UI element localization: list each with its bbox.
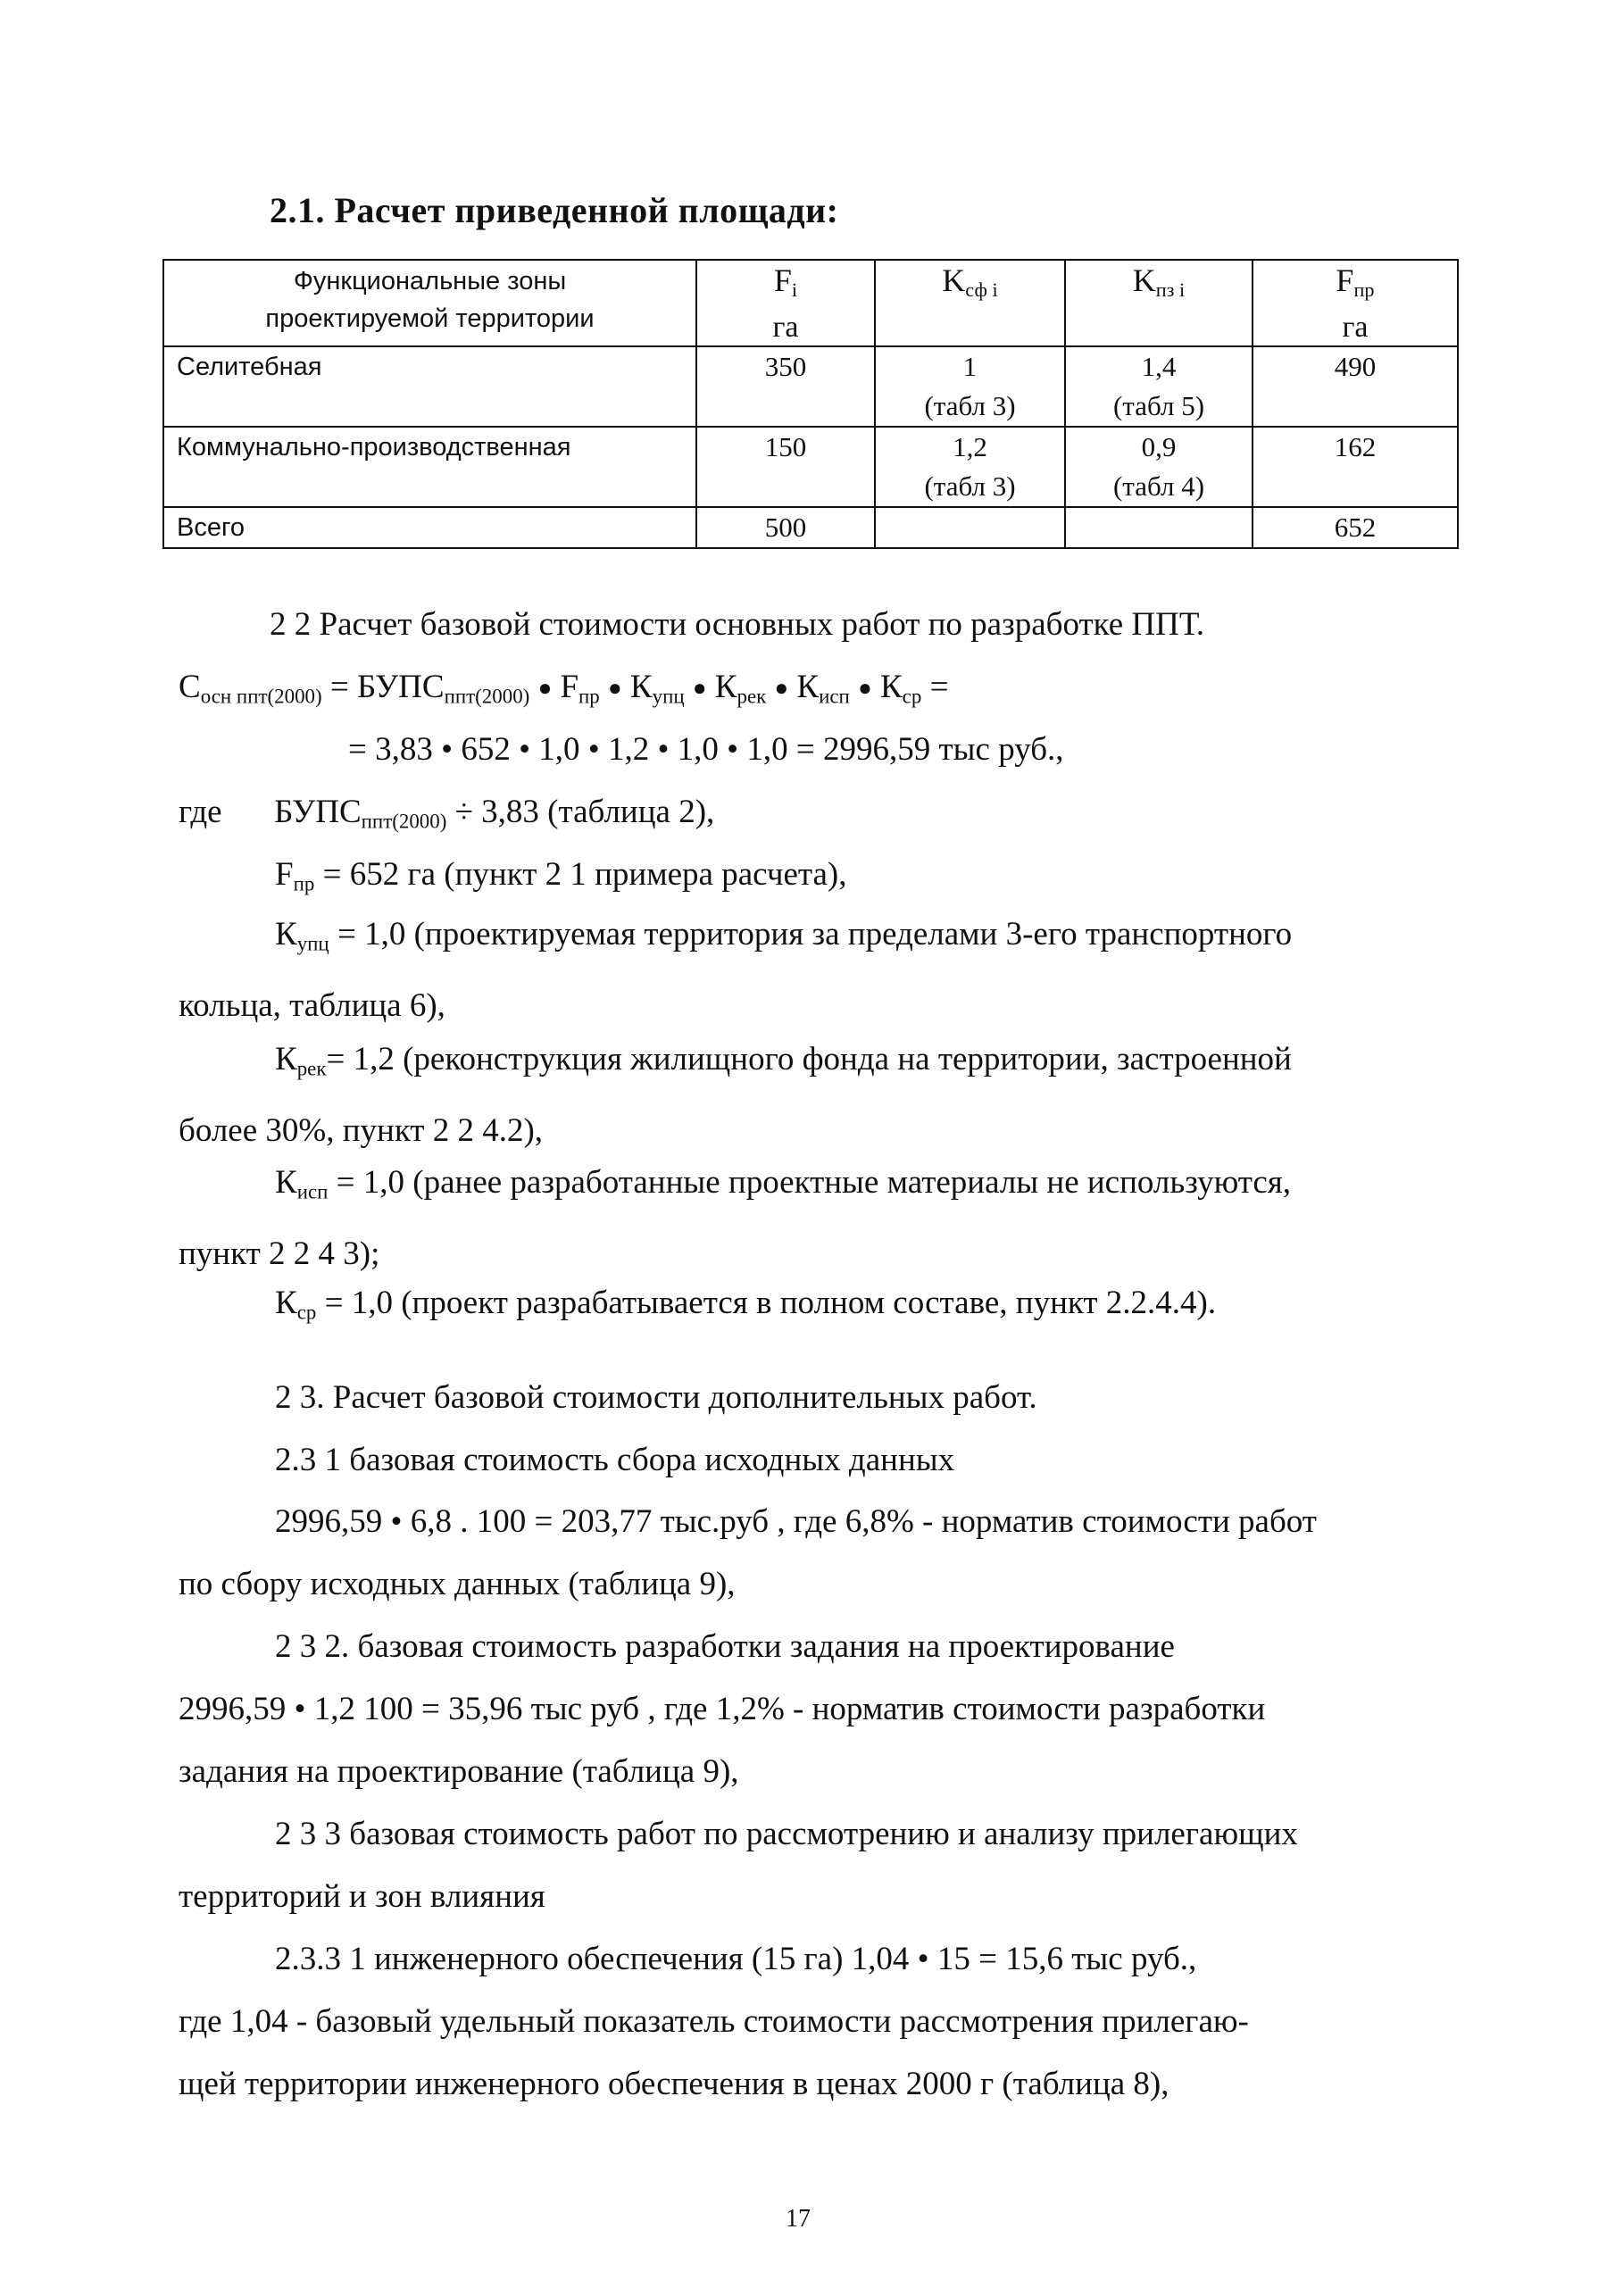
formula-tail: = bbox=[921, 669, 949, 705]
formula-k4: К bbox=[879, 669, 903, 705]
area-fpr: 162 bbox=[1253, 427, 1458, 507]
formula-c: С bbox=[179, 669, 201, 705]
formula-bups: = БУПС bbox=[321, 669, 445, 705]
krek-paragraph bbox=[179, 1028, 1444, 1162]
p2331-line2: где 1,04 - базовый удельный показатель стоимости рассмотрения прилегаю- bbox=[179, 2003, 1249, 2040]
p232-line2: 2996,59 • 1,2 100 = 35,96 тыс руб , где 1,2% - норматив стоимости разработки bbox=[179, 1691, 1266, 1727]
header-fi-sub: i bbox=[791, 279, 798, 302]
p231-paragraph bbox=[179, 1491, 1444, 1616]
fpr-text: = 652 га (пункт 2 1 примера расчета), bbox=[314, 856, 847, 893]
page-number: 17 bbox=[786, 2205, 811, 2233]
krek-line1 bbox=[179, 1028, 1444, 1100]
coef-kpz bbox=[1065, 346, 1253, 427]
p233-line1: 2 3 3 базовая стоимость работ по рассмотрению и анализу прилегающих bbox=[275, 1816, 1298, 1852]
table-total-row bbox=[163, 507, 1458, 548]
p233-line2: территорий и зон влияния bbox=[179, 1878, 545, 1915]
fpr-symbol: F bbox=[275, 856, 294, 893]
header-ksf-sub: сф i bbox=[965, 279, 998, 302]
area-fi: 350 bbox=[696, 346, 875, 427]
coef-ksf bbox=[875, 346, 1065, 427]
p232-line1: 2 3 2. базовая стоимость разработки задания на проектирование bbox=[275, 1628, 1175, 1665]
header-kpz-sub: пз i bbox=[1155, 279, 1186, 302]
ksr-symbol: К bbox=[275, 1285, 297, 1321]
bups-symbol: БУПС bbox=[274, 794, 362, 830]
coef-ksf-ref: (табл 3) bbox=[924, 470, 1016, 503]
kisp-line1 bbox=[179, 1152, 1444, 1223]
zone-name: Коммунально-производственная bbox=[163, 427, 696, 507]
p232-line3: задания на проектирование (таблица 9), bbox=[179, 1753, 739, 1790]
area-table bbox=[162, 259, 1459, 549]
header-fpr-sub: пр bbox=[1353, 279, 1375, 302]
coef-ksf bbox=[875, 427, 1065, 507]
ksr-sub: ср bbox=[296, 1301, 317, 1324]
p2331-line1: 2.3.3 1 инженерного обеспечения (15 га) 1,04 • 15 = 15,6 тыс руб., bbox=[275, 1941, 1197, 1977]
ksr-line bbox=[275, 1282, 1216, 1334]
total-fpr: 652 bbox=[1253, 507, 1458, 548]
area-fi: 150 bbox=[696, 427, 875, 507]
total-kpz-empty bbox=[1065, 507, 1253, 548]
header-zones-line1: Функциональные зоны bbox=[293, 267, 567, 295]
formula-k1: К bbox=[629, 669, 653, 705]
header-kpz bbox=[1065, 260, 1253, 346]
formula-k2-sub: рек bbox=[737, 685, 767, 708]
zone-name: Селитебная bbox=[163, 346, 696, 427]
fpr-line bbox=[275, 853, 846, 905]
p2331-paragraph bbox=[179, 1928, 1444, 2116]
kisp-symbol: К bbox=[275, 1164, 297, 1201]
coef-kpz-ref: (табл 4) bbox=[1112, 470, 1205, 503]
header-ksf bbox=[875, 260, 1065, 346]
ksr-text: = 1,0 (проект разрабатывается в полном составе, пункт 2.2.4.4). bbox=[316, 1285, 1217, 1321]
where-word: где bbox=[179, 794, 222, 830]
header-fpr-symbol: F bbox=[1336, 262, 1354, 298]
header-kpz-symbol: K bbox=[1132, 262, 1156, 298]
bups-sub: ппт(2000) bbox=[361, 810, 447, 833]
kisp-paragraph bbox=[179, 1152, 1444, 1285]
total-ksf-empty bbox=[875, 507, 1065, 548]
formula-f: F bbox=[560, 669, 579, 705]
section-2-3-title: 2 3. Расчет базовой стоимости дополнительных работ. bbox=[275, 1379, 1037, 1416]
header-fi-symbol: F bbox=[773, 262, 792, 298]
coef-ksf-ref: (табл 3) bbox=[924, 390, 1016, 422]
krek-sub: рек bbox=[296, 1057, 327, 1080]
krek-symbol: К bbox=[275, 1041, 297, 1077]
formula-bups-sub: ппт(2000) bbox=[444, 685, 530, 708]
p231-title: 2.3 1 базовая стоимость сбора исходных данных bbox=[275, 1442, 955, 1478]
kupc-line1 bbox=[179, 903, 1444, 975]
formula-k3: К bbox=[796, 669, 820, 705]
where-line bbox=[179, 791, 714, 843]
coef-kpz-ref: (табл 5) bbox=[1112, 390, 1205, 422]
kupc-paragraph bbox=[179, 903, 1444, 1037]
header-fpr bbox=[1253, 260, 1458, 346]
formula-line-2: = 3,83 • 652 • 1,0 • 1,2 • 1,0 • 1,0 = 2996,59 тыс руб., bbox=[348, 731, 1064, 768]
kupc-symbol: К bbox=[275, 916, 297, 953]
coef-ksf-value: 1 bbox=[962, 351, 978, 383]
fpr-sub: пр bbox=[293, 872, 315, 895]
header-fi bbox=[696, 260, 875, 346]
coef-kpz-value: 1,4 bbox=[1141, 351, 1177, 383]
section-heading: 2.1. Расчет приведенной площади: bbox=[270, 190, 839, 230]
bups-value: ÷ 3,83 (таблица 2), bbox=[446, 794, 715, 830]
table-header-row bbox=[163, 260, 1458, 346]
formula-c-sub: осн ппт(2000) bbox=[200, 685, 322, 708]
header-zones bbox=[163, 260, 696, 346]
p233-paragraph bbox=[179, 1803, 1444, 1928]
coef-kpz bbox=[1065, 427, 1253, 507]
formula-k2: К bbox=[714, 669, 737, 705]
krek-text1: = 1,2 (реконструкция жилищного фонда на территории, застроенной bbox=[326, 1041, 1292, 1077]
p232-paragraph bbox=[179, 1616, 1444, 1803]
section-2-2-title: 2 2 Расчет базовой стоимости основных работ по разработке ППТ. bbox=[270, 606, 1204, 643]
header-zones-line2: проектируемой территории bbox=[265, 304, 595, 333]
kisp-sub: исп bbox=[296, 1180, 329, 1203]
total-label: Всего bbox=[163, 507, 696, 548]
kupc-line2: кольца, таблица 6), bbox=[179, 987, 445, 1025]
kisp-text1: = 1,0 (ранее разработанные проектные материалы не используются, bbox=[328, 1164, 1292, 1201]
kupc-text1: = 1,0 (проектируемая территория за пределами 3-его транспортного bbox=[329, 916, 1293, 953]
total-fi: 500 bbox=[696, 507, 875, 548]
table-row bbox=[163, 346, 1458, 427]
formula-k1-sub: упц bbox=[652, 685, 685, 708]
kisp-line2: пункт 2 2 4 3); bbox=[179, 1235, 380, 1273]
krek-line2: более 30%, пункт 2 2 4.2), bbox=[179, 1112, 544, 1150]
coef-ksf-value: 1,2 bbox=[953, 431, 987, 463]
header-fpr-unit: га bbox=[1342, 311, 1369, 345]
p231-line1: 2996,59 • 6,8 . 100 = 203,77 тыс.руб , где 6,8% - норматив стоимости работ bbox=[275, 1503, 1317, 1540]
area-fpr: 490 bbox=[1253, 346, 1458, 427]
formula-k4-sub: ср bbox=[902, 685, 922, 708]
formula-f-sub: пр bbox=[578, 685, 600, 708]
formula-line-1: $С_{осн ппт(2000)}$ = $БУПС_{ппт(2000)}$ ● $F_{пр}$ ● $К_{упц}$ ● $К_{рек}$ ● $К_{исп}$ ● $К_{ср}$ = bbox=[179, 669, 949, 708]
kupc-sub: упц bbox=[296, 932, 329, 955]
p231-line2: по сбору исходных данных (таблица 9), bbox=[179, 1566, 736, 1602]
coef-kpz-value: 0,9 bbox=[1141, 431, 1177, 463]
p2331-line3: щей территории инженерного обеспечения в ценах 2000 г (таблица 8), bbox=[179, 2066, 1169, 2102]
formula-k3-sub: исп bbox=[819, 685, 850, 708]
header-ksf-symbol: K bbox=[942, 262, 966, 298]
header-fi-unit: га bbox=[772, 311, 799, 345]
table-row bbox=[163, 427, 1458, 507]
